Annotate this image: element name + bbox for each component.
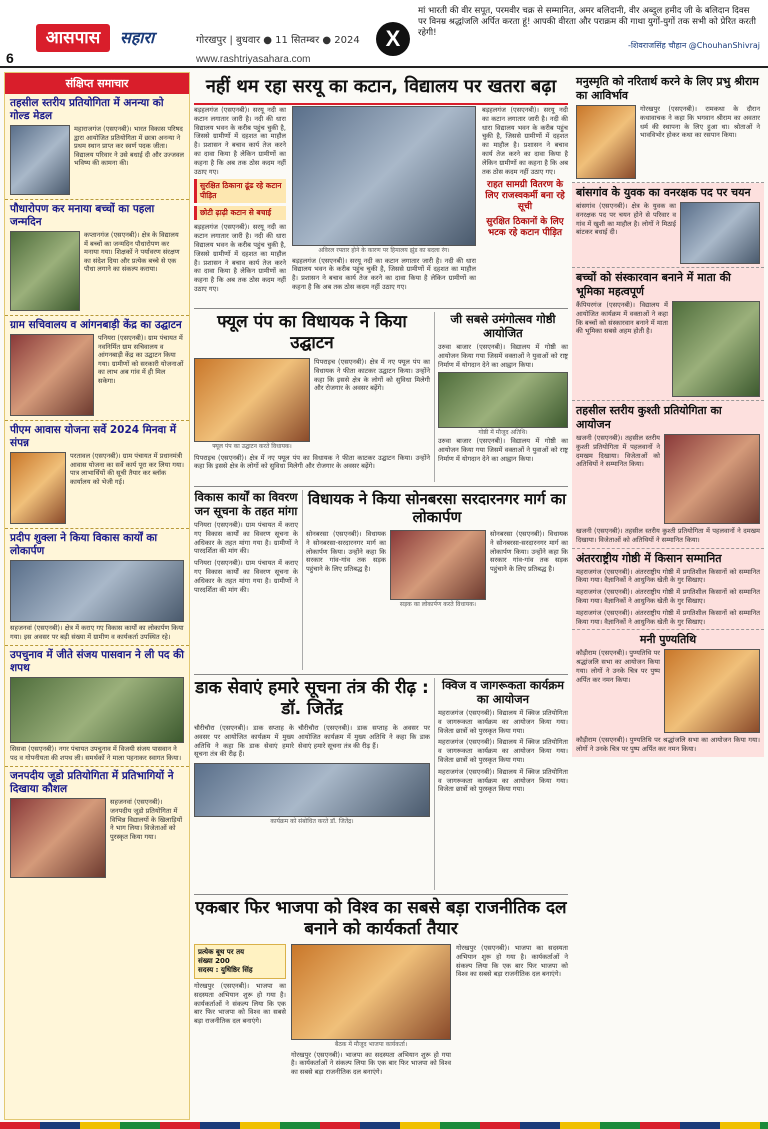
lead-story-center	[292, 106, 476, 302]
brief-news-column	[4, 72, 190, 1120]
brief-title: पीएम आवास योजना सर्वे 2024 मिनवा में संपन्न	[10, 424, 177, 449]
lead-story-right	[482, 106, 568, 302]
divider	[194, 894, 568, 895]
seminar-photo	[438, 372, 568, 428]
values-text: कैंपियरगंज (एसएनबी)। विद्यालय में आयोजित कार्यक्रम में वक्ताओं ने कहा कि बच्चों को संस्कारवान बनाने में माता की भूमिका सबसे अहम होती है।	[576, 301, 668, 336]
post-photo	[194, 763, 430, 817]
lead-tag: छोटी ढ़ाढ़ी कटान से बचाई	[194, 206, 286, 220]
brief-item	[5, 529, 189, 646]
bjp-highlight-line: संख्या 200	[198, 957, 230, 965]
seminar-headline: जी सबसे उमंगोत्सव गोष्ठी आयोजित	[450, 312, 556, 340]
brief-title: ग्राम सचिवालय व आंगनबाड़ी केंद्र का उद्घाटन	[10, 319, 182, 331]
farmers-text: महराजगंज (एसएनबी)। अंतरराष्ट्रीय गोष्ठी में प्रगतिशील किसानों को सम्मानित किया गया। वैज्ञानिकों ने आधुनिक खेती के गुर सिखाए।	[576, 588, 760, 605]
devotion-headline: मनुस्मृति को नरितार्थ करने के लिए प्रभु श्रीराम का आविर्भाव	[576, 75, 759, 102]
masthead	[0, 0, 768, 68]
x-logo-icon: X	[376, 22, 410, 56]
quiz-text: महराजगंज (एसएनबी)। विद्यालय में क्विज प्रतियोगिता व जागरूकता कार्यक्रम का आयोजन किया गया। विजेता छात्रों को पुरस्कृत किया गया।	[438, 709, 568, 735]
seminar-text: उरुवा बाजार (एसएनबी)। विद्यालय में गोष्ठी का आयोजन किया गया जिसमें वक्ताओं ने युवाओं को राष्ट्र निर्माण में योगदान देने का आह्वान किया।	[438, 343, 568, 369]
road-text: सोनबरसा (एसएनबी)। विधायक ने सोनबरसा-सरदारनगर मार्ग का लोकार्पण किया। उन्होंने कहा कि सरकार गांव-गांव तक सड़क पहुंचाने के लिए प्रतिबद्ध है।	[306, 530, 386, 574]
fuel-headline: फ्यूल पंप का विधायक ने किया उद्घाटन	[217, 312, 407, 353]
bjp-highlight-box	[194, 944, 286, 979]
lead-text: बड़हलगंज (एसएनबी)। सरयू नदी का कटान लगातार जारी है। नदी की धारा विद्यालय भवन के करीब पहुंच चुकी है, जिससे ग्रामीणों में दहशत का माहौल है। प्रशासन ने बचाव कार्य तेज करने का दावा किया है लेकिन ग्रामीणों का कहना है कि अब तक ठोस कदम नहीं उठाए गए।	[482, 106, 568, 176]
brief-item	[5, 200, 189, 316]
lead-text: बड़हलगंज (एसएनबी)। सरयू नदी का कटान लगातार जारी है। नदी की धारा विद्यालय भवन के करीब पहुंच चुकी है, जिससे ग्रामीणों में दहशत का माहौल है। प्रशासन ने बचाव कार्य तेज करने का दावा किया है लेकिन ग्रामीणों का कहना है कि अब तक ठोस कदम नहीं उठाए गए।	[292, 256, 476, 291]
brief-text: परतावल (एसएनबी)। ग्राम पंचायत में प्रधानमंत्री आवास योजना का सर्वे कार्य पूरा कर लिया गया। पात्र लाभार्थियों की सूची तैयार कर ब्लॉक कार्यालय को भेजी गई।	[70, 452, 184, 486]
website-link[interactable]: www.rashtriyasahara.com	[196, 54, 311, 65]
fuel-photo	[194, 358, 310, 442]
divider	[194, 486, 568, 487]
divider	[194, 674, 568, 675]
brief-title: पौधारोपण कर मनाया बच्चों का पहला जन्मदिन	[10, 203, 155, 228]
lead-subhead: राहत सामग्री वितरण के लिए राजस्वकर्मी बना रहे सूची	[485, 180, 565, 213]
post-text: चौरीचौरा (एसएनबी)। डाक सप्ताह के अवसर पर आयोजित कार्यक्रम में मुख्य अतिथि ने कहा कि डाक सेवाएं हमारे सूचना तंत्र की रीढ़ हैं।	[194, 724, 294, 759]
bjp-caption: बैठक में मौजूद भाजपा कार्यकर्ता।	[334, 1041, 408, 1048]
brief-text: सहजनवां (एसएनबी)। जनपदीय जूडो प्रतियोगिता में विभिन्न विद्यालयों के खिलाड़ियों ने भाग लिया। विजेताओं को पुरस्कृत किया गया।	[110, 798, 183, 841]
main-column	[194, 72, 568, 1120]
brief-photo	[10, 560, 184, 622]
road-headline: विधायक ने किया सोनबरसा सरदारनगर मार्ग का लोकार्पण	[307, 490, 567, 526]
brief-item	[5, 421, 189, 529]
post-text: चौरीचौरा (एसएनबी)। डाक सप्ताह के अवसर पर आयोजित कार्यक्रम में मुख्य अतिथि ने कहा कि डाक सेवाएं हमारे सूचना तंत्र की रीढ़ हैं।	[298, 724, 430, 750]
idol-photo	[664, 649, 760, 733]
section-logo: आसपास	[36, 24, 110, 52]
idol-text: कौड़ीराम (एसएनबी)। पुण्यतिथि पर श्रद्धांजलि सभा का आयोजन किया गया। लोगों ने उनके चित्र पर पुष्प अर्पित कर नमन किया।	[576, 649, 660, 684]
bjp-photo	[291, 944, 451, 1040]
lead-subhead: सुरक्षित ठिकानों के लिए भटक रहे कटान पीड़ित	[486, 217, 564, 239]
forest-text: बांसगांव (एसएनबी)। क्षेत्र के युवक का वनरक्षक पद पर चयन होने से परिवार व गांव में खुशी का माहौल है। लोगों ने मिठाई बांटकर बधाई दी।	[576, 202, 676, 237]
values-photo	[672, 301, 760, 397]
brief-title: तहसील स्तरीय प्रतियोगिता में अनन्या को गोल्ड मेडल	[10, 97, 164, 122]
lead-headline: नहीं थम रहा सरयू का कटान, विद्यालय पर खतरा बढ़ा	[194, 72, 568, 105]
idol-headline: मनी पुण्यतिथि	[639, 633, 697, 647]
quote-handle: -शिवराजसिंह चौहान @ChouhanShivraj	[627, 41, 760, 50]
fuel-caption: फ्यूल पंप का उद्घाटन करते विधायक।	[212, 443, 292, 450]
bjp-headline: एकबार फिर भाजपा को विश्व का सबसे बड़ा राजनीतिक दल बनाने को कार्यकर्ता तैयार	[195, 898, 567, 939]
wrestling-photo	[664, 434, 760, 524]
quote-text: मां भारती की वीर सपूत, परमवीर चक्र से सम्मानित, अमर बलिदानी, वीर अब्दुल हमीद जी के बलिदान दिवस पर विनम्र श्रद्धांजलि अर्पित करता हूं! आपकी वीरता और पराक्रम की गाथा युगों-युगों तक सभी को प्रेरित करती रहेगी!	[418, 6, 756, 38]
seminar-caption: गोष्ठी में मौजूद अतिथि।	[478, 429, 528, 437]
lead-text: बड़हलगंज (एसएनबी)। सरयू नदी का कटान लगातार जारी है। नदी की धारा विद्यालय भवन के करीब पहुंच चुकी है, जिससे ग्रामीणों में दहशत का माहौल है। प्रशासन ने बचाव कार्य तेज करने का दावा किया है लेकिन ग्रामीणों का कहना है कि अब तक ठोस कदम नहीं उठाए गए।	[194, 106, 286, 176]
quiz-text: महराजगंज (एसएनबी)। विद्यालय में क्विज प्रतियोगिता व जागरूकता कार्यक्रम का आयोजन किया गया। विजेता छात्रों को पुरस्कृत किया गया।	[438, 738, 568, 764]
brief-photo	[10, 677, 184, 743]
post-headline: डाक सेवाएं हमारे सूचना तंत्र की रीढ़ : डॉ. जितेंद्र	[195, 678, 429, 719]
devotion-photo	[576, 105, 636, 179]
brief-news-header: संक्षिप्त समाचार	[5, 73, 189, 94]
brief-item	[5, 646, 189, 767]
brief-text: पनियरा (एसएनबी)। ग्राम पंचायत में नवनिर्मित ग्राम सचिवालय व आंगनबाड़ी केंद्र का उद्घाटन किया गया। ग्रामीणों को सरकारी योजनाओं का लाभ अब गांव में ही मिल सकेगा।	[98, 334, 184, 385]
devotion-text: गोरखपुर (एसएनबी)। रामकथा के दौरान कथावाचक ने कहा कि भगवान श्रीराम का अवतार धर्म की स्थापना के लिए हुआ था। श्रोताओं ने भावविभोर होकर कथा का रसपान किया।	[640, 105, 760, 140]
wrestling-text: खजनी (एसएनबी)। तहसील स्तरीय कुश्ती प्रतियोगिता में पहलवानों ने दमखम दिखाया। विजेताओं को अतिथियों ने सम्मानित किया।	[576, 527, 760, 544]
bjp-text: गोरखपुर (एसएनबी)। भाजपा का सदस्यता अभियान शुरू हो गया है। कार्यकर्ताओं ने संकल्प लिया कि एक बार फिर भाजपा को विश्व का सबसे बड़ा राजनीतिक दल बनाएंगे।	[291, 1050, 451, 1077]
lead-text: बड़हलगंज (एसएनबी)। सरयू नदी का कटान लगातार जारी है। नदी की धारा विद्यालय भवन के करीब पहुंच चुकी है, जिससे ग्रामीणों में दहशत का माहौल है। प्रशासन ने बचाव कार्य तेज करने का दावा किया है लेकिन ग्रामीणों का कहना है कि अब तक ठोस कदम नहीं उठाए गए।	[194, 223, 286, 293]
bjp-highlight-line: प्रत्येक बूथ पर तय	[198, 948, 245, 956]
quiz-story	[438, 678, 568, 890]
color-bar	[0, 1122, 768, 1129]
brief-text: कप्तानगंज (एसएनबी)। क्षेत्र के विद्यालय में बच्चों का जन्मदिन पौधारोपण कर मनाया गया। शिक्षकों ने पर्यावरण संरक्षण का संदेश दिया और प्रत्येक बच्चे से एक पौधा लगाने का संकल्प कराया।	[84, 231, 180, 274]
farmers-text: महराजगंज (एसएनबी)। अंतरराष्ट्रीय गोष्ठी में प्रगतिशील किसानों को सम्मानित किया गया। वैज्ञानिकों ने आधुनिक खेती के गुर सिखाए।	[576, 608, 760, 626]
bjp-story	[194, 898, 568, 1120]
road-text: सोनबरसा (एसएनबी)। विधायक ने सोनबरसा-सरदारनगर मार्ग का लोकार्पण किया। उन्होंने कहा कि सरकार गांव-गांव तक सड़क पहुंचाने के लिए प्रतिबद्ध है।	[490, 530, 568, 574]
quote-box	[418, 6, 760, 51]
wrestling-story	[572, 401, 764, 549]
bjp-text: गोरखपुर (एसएनबी)। भाजपा का सदस्यता अभियान शुरू हो गया है। कार्यकर्ताओं ने संकल्प लिया कि एक बार फिर भाजपा को विश्व का सबसे बड़ा राजनीतिक दल बनाएंगे।	[194, 982, 286, 1026]
divider	[194, 308, 568, 309]
road-story	[306, 490, 568, 670]
seminar-text: उरुवा बाजार (एसएनबी)। विद्यालय में गोष्ठी का आयोजन किया गया जिसमें वक्ताओं ने युवाओं को राष्ट्र निर्माण में योगदान देने का आह्वान किया।	[438, 436, 568, 463]
fuel-text: पिपराइच (एसएनबी)। क्षेत्र में नए फ्यूल पंप का विधायक ने फीता काटकर उद्घाटन किया। उन्होंने कहा कि इससे क्षेत्र के लोगों को सुविधा मिलेगी और रोजगार के अवसर बढ़ेंगे।	[314, 358, 430, 393]
page-number: 6	[6, 50, 14, 66]
idol-story	[572, 630, 764, 757]
values-story	[572, 268, 764, 401]
bjp-highlight-line: सदस्य : युधिष्ठिर सिंह	[198, 966, 253, 974]
fuel-story	[194, 312, 430, 482]
brief-photo	[10, 798, 106, 878]
road-photo	[390, 530, 486, 600]
brief-photo	[10, 125, 70, 195]
quiz-headline: क्विज व जागरूकता कार्यक्रम का आयोजन	[441, 678, 565, 706]
lead-photo	[292, 106, 476, 246]
paper-logo: सहारा	[120, 30, 155, 47]
divider	[434, 312, 435, 482]
idol-text: कौड़ीराम (एसएनबी)। पुण्यतिथि पर श्रद्धांजलि सभा का आयोजन किया गया। लोगों ने उनके चित्र पर पुष्प अर्पित कर नमन किया।	[576, 736, 760, 754]
brief-photo	[10, 231, 80, 311]
farmers-text: महराजगंज (एसएनबी)। अंतरराष्ट्रीय गोष्ठी में प्रगतिशील किसानों को सम्मानित किया गया। वैज्ञानिकों ने आधुनिक खेती के गुर सिखाए।	[576, 567, 760, 585]
brief-title: उपचुनाव में जीते संजय पासवान ने ली पद की शपथ	[10, 649, 184, 675]
seminar-story	[438, 312, 568, 482]
brief-title: जनपदीय जूडो प्रतियोगिता में प्रतिभागियों ने दिखाया कौशल	[10, 770, 174, 796]
brief-item	[5, 767, 189, 882]
quiz-text: महराजगंज (एसएनबी)। विद्यालय में क्विज प्रतियोगिता व जागरूकता कार्यक्रम का आयोजन किया गया। विजेता छात्रों को पुरस्कृत किया गया।	[438, 767, 568, 794]
forest-story	[572, 183, 764, 268]
lead-story-left	[194, 106, 286, 302]
forest-photo	[680, 202, 760, 264]
brief-item	[5, 94, 189, 200]
devotion-story	[572, 72, 764, 183]
dev-text: पनियरा (एसएनबी)। ग्राम पंचायत में कराए गए विकास कार्यों का विवरण सूचना के अधिकार के तहत मांगा गया है। ग्रामीणों ने पारदर्शिता की मांग की।	[194, 521, 298, 556]
dev-text: पनियरा (एसएनबी)। ग्राम पंचायत में कराए गए विकास कार्यों का विवरण सूचना के अधिकार के तहत मांगा गया है। ग्रामीणों ने पारदर्शिता की मांग की।	[194, 559, 298, 594]
farmers-headline: अंतरराष्ट्रीय गोष्ठी में किसान सम्मानित	[576, 551, 722, 565]
post-caption: कार्यक्रम को संबोधित करते डॉ. जितेंद्र।	[270, 818, 354, 826]
right-column	[572, 72, 764, 1120]
brief-title: प्रदीप शुक्ला ने किया विकास कार्यों का लोकार्पण	[10, 532, 158, 557]
road-caption: सड़क का लोकार्पण करते विधायक।	[399, 601, 477, 608]
bjp-text: गोरखपुर (एसएनबी)। भाजपा का सदस्यता अभियान शुरू हो गया है। कार्यकर्ताओं ने संकल्प लिया कि एक बार फिर भाजपा को विश्व का सबसे बड़ा राजनीतिक दल बनाएंगे।	[456, 944, 568, 979]
fuel-text: पिपराइच (एसएनबी)। क्षेत्र में नए फ्यूल पंप का विधायक ने फीता काटकर उद्घाटन किया। उन्होंने कहा कि इससे क्षेत्र के लोगों को सुविधा मिलेगी और रोजगार के अवसर बढ़ेंगे।	[194, 453, 430, 471]
brief-photo	[10, 334, 94, 416]
brief-text: महाराजगंज (एसएनबी)। भारत विकास परिषद द्वारा आयोजित प्रतियोगिता में छात्रा अनन्या ने प्रथम स्थान प्राप्त कर स्वर्ण पदक जीता। विद्यालय परिवार ने उसे बधाई दी और उज्जवल भविष्य की कामना की।	[74, 125, 184, 168]
dev-headline: विकास कार्यों का विवरण जन सूचना के तहत मांगा	[194, 490, 298, 518]
wrestling-headline: तहसील स्तरीय कुश्ती प्रतियोगिता का आयोजन	[576, 404, 722, 431]
wrestling-text: खजनी (एसएनबी)। तहसील स्तरीय कुश्ती प्रतियोगिता में पहलवानों ने दमखम दिखाया। विजेताओं को अतिथियों ने सम्मानित किया।	[576, 434, 660, 469]
brief-item	[5, 316, 189, 421]
brief-text: सिसवा (एसएनबी)। नगर पंचायत उपचुनाव में विजयी संजय पासवान ने पद व गोपनीयता की शपथ ली। समर्थकों ने माला पहनाकर स्वागत किया।	[10, 745, 182, 762]
dev-story	[194, 490, 298, 670]
forest-headline: बांसगांव के युवक का वनरक्षक पद पर चयन	[576, 186, 751, 199]
farmers-story	[572, 549, 764, 631]
post-story	[194, 678, 430, 890]
brief-text: सहजनवां (एसएनबी)। क्षेत्र में कराए गए विकास कार्यों का लोकार्पण किया गया। इस अवसर पर बड़ी संख्या में ग्रामीण व कार्यकर्ता उपस्थित रहे।	[10, 624, 184, 641]
divider	[302, 490, 303, 670]
brief-photo	[10, 452, 66, 524]
values-headline: बच्चों को संस्कारवान बनाने में माता की भूमिका महत्वपूर्ण	[576, 271, 731, 298]
lead-tag: सुरक्षित ठिकाना ढूंढ रहे कटान पीड़ित	[194, 179, 286, 203]
divider	[434, 678, 435, 890]
lead-caption: अविरल रफ्तार होने के कारण पर हिमालय झुंड का बदला रंग।	[318, 247, 450, 254]
dateline: गोरखपुर | बुधवार ● 11 सितम्बर ● 2024	[196, 35, 360, 46]
